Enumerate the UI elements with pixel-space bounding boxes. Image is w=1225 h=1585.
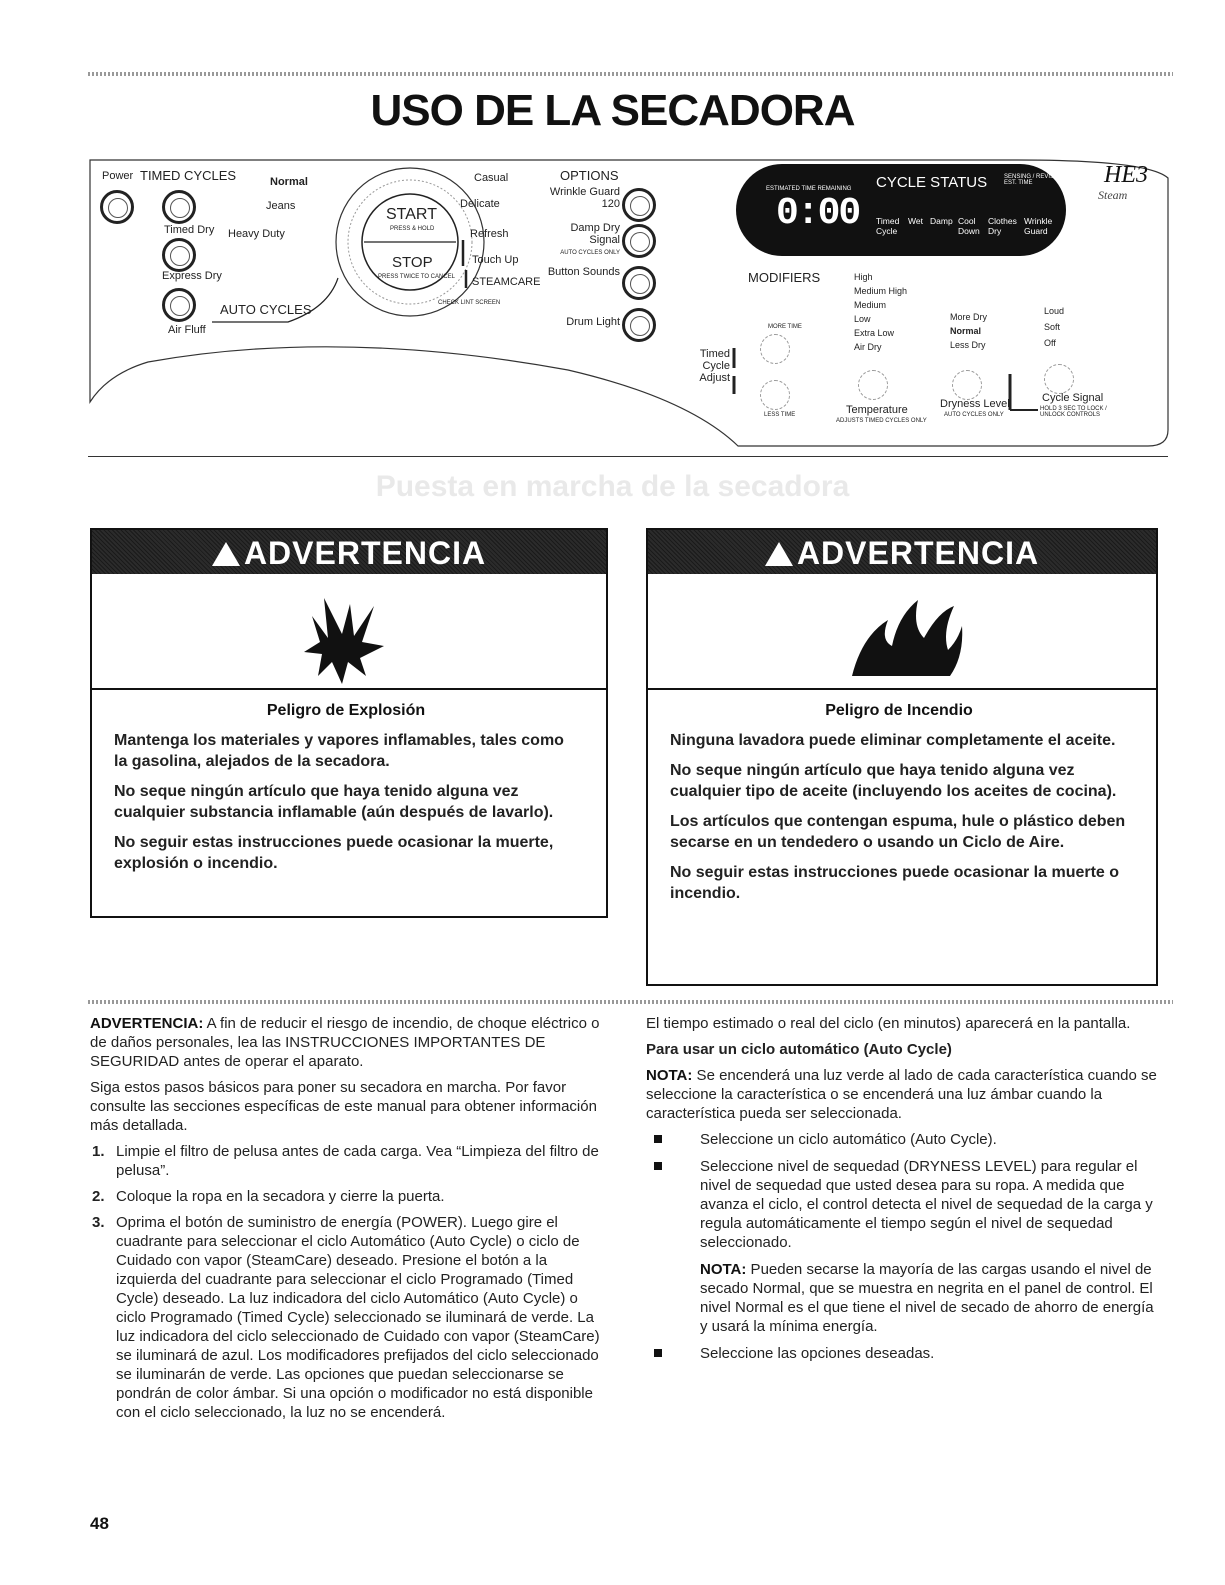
timed-dry-label: Timed Dry bbox=[164, 224, 215, 236]
temp-air-dry: Air Dry bbox=[854, 342, 882, 352]
warning-body bbox=[92, 688, 606, 883]
temperature-sub-label: ADJUSTS TIMED CYCLES ONLY bbox=[836, 418, 927, 424]
dryness-level-button[interactable] bbox=[952, 370, 982, 400]
stop-label[interactable]: STOP bbox=[392, 254, 433, 271]
warning-paragraph: No seguir estas instrucciones puede ocasionar la muerte, explosión o incendio. bbox=[114, 834, 554, 872]
list-item: Seleccione un ciclo automático (Auto Cycle). bbox=[646, 1130, 1158, 1149]
stage-cool-down: Cool Down bbox=[958, 216, 980, 236]
bullet-icon bbox=[654, 1349, 662, 1357]
display-time: 0:00 bbox=[776, 192, 860, 235]
warning-triangle-icon bbox=[212, 542, 240, 566]
cycle-signal-sub-label: HOLD 3 SEC TO LOCK / UNLOCK CONTROLS bbox=[1040, 406, 1107, 418]
warning-triangle-icon bbox=[765, 542, 793, 566]
list-item: Seleccione nivel de sequedad (DRYNESS LEVEL) para regular el nivel de sequedad que usted desea para su ropa. A medida que avanza el ciclo, el control detecta el nivel de sequedad de la carga y regula automáticamente el tiempo según el nivel de sequedad seleccionado. bbox=[646, 1157, 1158, 1252]
stage-wet: Wet bbox=[908, 216, 923, 226]
express-dry-button[interactable] bbox=[162, 238, 196, 272]
stage-clothes-dry: Clothes Dry bbox=[988, 216, 1017, 236]
paragraph: El tiempo estimado o real del ciclo (en minutos) aparecerá en la pantalla. bbox=[646, 1015, 1131, 1032]
start-sub-label: PRESS & HOLD bbox=[390, 226, 435, 232]
drum-light-button[interactable] bbox=[622, 308, 656, 342]
warning-body bbox=[648, 688, 1156, 913]
intro-paragraph: Siga estos pasos básicos para poner su secadora en marcha. Por favor consulte las secciones específicas de este manual para obtener información más detallada. bbox=[90, 1079, 597, 1134]
temp-medium: Medium bbox=[854, 300, 887, 310]
page-number: 48 bbox=[90, 1514, 109, 1533]
air-fluff-label: Air Fluff bbox=[168, 324, 206, 336]
warning-paragraph: No seque ningún artículo que haya tenido alguna vez cualquier tipo de aceite (incluyendo los aceites de cocina). bbox=[670, 762, 1117, 800]
button-sounds-label: Button Sounds bbox=[547, 266, 620, 278]
temperature-button[interactable] bbox=[858, 370, 888, 400]
power-label: Power bbox=[102, 170, 134, 182]
temp-extra-low: Extra Low bbox=[854, 328, 895, 338]
auto-only-label: AUTO CYCLES ONLY bbox=[560, 250, 620, 256]
cycle-signal-label: Cycle Signal bbox=[1042, 392, 1104, 404]
temp-low: Low bbox=[854, 314, 871, 324]
warning-title: Peligro de Explosión bbox=[266, 702, 426, 719]
dial-heavy-duty-label: Heavy Duty bbox=[228, 228, 285, 240]
steamcare-label: STEAMCARE bbox=[472, 276, 541, 288]
dial-casual-label: Casual bbox=[474, 172, 509, 184]
stage-wrinkle-guard: Wrinkle Guard bbox=[1024, 216, 1053, 236]
middle-dotted-rule bbox=[88, 1000, 1173, 1004]
more-time-button[interactable] bbox=[760, 334, 790, 364]
sensing-label: SENSING / REVISING EST. TIME bbox=[1004, 174, 1065, 186]
cycle-display bbox=[736, 164, 1066, 256]
list-item: Seleccione las opciones deseadas. bbox=[646, 1344, 1158, 1363]
check-lint-label: CHECK LINT SCREEN bbox=[438, 300, 501, 306]
estimated-time-label: ESTIMATED TIME REMAINING bbox=[766, 186, 852, 192]
stop-sub-label: PRESS TWICE TO CANCEL bbox=[378, 274, 456, 280]
drum-light-label: Drum Light bbox=[566, 316, 620, 328]
warning-paragraph: Mantenga los materiales y vapores inflamables, tales como la gasolina, alejados de la secadora. bbox=[114, 732, 564, 770]
less-time-button[interactable] bbox=[760, 380, 790, 410]
note-paragraph: NOTA: Pueden secarse la mayoría de las cargas usando el nivel de secado Normal, que se muestra en negrita en el panel de control. El nivel Normal es el que tiene el nivel de secado de ahorro de energía y usará la mínima energía. bbox=[700, 1261, 1154, 1335]
cycle-signal-button[interactable] bbox=[1044, 364, 1074, 394]
page-title: USO DE LA SECADORA bbox=[370, 86, 855, 135]
modifiers-label: MODIFIERS bbox=[748, 270, 821, 285]
top-dotted-rule bbox=[88, 72, 1173, 76]
warning-paragraph: Los artículos que contengan espuma, hule o plástico deben secarse en un tendedero o usando un Ciclo de Aire. bbox=[670, 813, 1126, 851]
more-time-label: MORE TIME bbox=[768, 324, 802, 330]
cycle-status-label: CYCLE STATUS bbox=[876, 174, 988, 191]
warning-paragraph: No seque ningún artículo que haya tenido alguna vez cualquier substancia inflamable (aún después de lavarlo). bbox=[114, 783, 554, 821]
dial-normal-label: Normal bbox=[270, 176, 308, 188]
warning-title: Peligro de Incendio bbox=[825, 702, 973, 719]
dial-delicate-label: Delicate bbox=[460, 198, 500, 210]
fire-warning-box bbox=[646, 528, 1158, 986]
dry-normal: Normal bbox=[950, 326, 982, 336]
warning-paragraph: ADVERTENCIA: A fin de reducir el riesgo de incendio, de choque eléctrico o de daños personales, lea las INSTRUCCIONES IMPORTANTES DE SEGURIDAD antes de operar el aparato. bbox=[90, 1015, 600, 1070]
timed-dry-button[interactable] bbox=[162, 190, 196, 224]
explosion-icon bbox=[92, 576, 606, 688]
less-time-label: LESS TIME bbox=[764, 412, 796, 418]
warning-header: ADVERTENCIA bbox=[92, 530, 606, 574]
start-label[interactable]: START bbox=[386, 206, 437, 223]
damp-dry-label: Damp Dry Signal bbox=[570, 222, 620, 246]
dial-jeans-label: Jeans bbox=[266, 200, 296, 212]
sound-loud: Loud bbox=[1044, 306, 1065, 316]
wrinkle-guard-button[interactable] bbox=[622, 188, 656, 222]
he3-logo: HE3 bbox=[1104, 162, 1148, 188]
warning-header: ADVERTENCIA bbox=[648, 530, 1156, 574]
options-label: OPTIONS bbox=[560, 168, 619, 183]
sound-soft: Soft bbox=[1044, 322, 1061, 332]
damp-dry-button[interactable] bbox=[622, 224, 656, 258]
timed-cycles-label: TIMED CYCLES bbox=[140, 168, 237, 183]
stage-timed-cycle: Timed Cycle bbox=[876, 216, 900, 236]
dial-touch-up-label: Touch Up bbox=[472, 254, 519, 266]
auto-cycles-label: AUTO CYCLES bbox=[220, 302, 312, 317]
button-sounds-button[interactable] bbox=[622, 266, 656, 300]
sound-off: Off bbox=[1044, 338, 1056, 348]
right-column bbox=[646, 1014, 1158, 1371]
dial-refresh-label: Refresh bbox=[470, 228, 509, 240]
warning-paragraph: No seguir estas instrucciones puede ocasionar la muerte o incendio. bbox=[670, 864, 1120, 902]
timed-cycle-adjust-label: Timed Cycle Adjust bbox=[699, 348, 730, 384]
explosion-warning-box bbox=[90, 528, 608, 918]
fire-icon bbox=[648, 576, 1156, 688]
section-rule bbox=[88, 456, 1168, 457]
list-item: 3. Oprima el botón de suministro de energía (POWER). Luego gire el cuadrante para seleccionar el ciclo Automático (Auto Cycle) o ciclo de Cuidado con vapor (SteamCare) deseado. Presione el botón a la izquierda del cuadrante para seleccionar el ciclo Programado (Timed Cycle) deseado. La luz indicadora del ciclo Automático (Auto Cycle) o ciclo Programado (Timed Cycle) seleccionado se iluminará de verde. La luz indicadora del ciclo seleccionado de Cuidado con vapor (SteamCare) se iluminará de azul. Los modificadores prefijados del ciclo seleccionado se iluminarán de verde. Las opciones que puedan seleccionarse se pondrán de color ámbar. Si una opción o modificador no está disponible con el ciclo seleccionado, la luz no se encenderá. bbox=[92, 1214, 600, 1421]
dryness-level-label: Dryness Level bbox=[940, 398, 1010, 410]
section-subtitle: Puesta en marcha de la secadora bbox=[375, 470, 850, 503]
bullet-icon bbox=[654, 1162, 662, 1170]
note-paragraph: NOTA: Se encenderá una luz verde al lado de cada característica cuando se seleccione la característica o se encenderá una luz ámbar cuando la característica pueda ser seleccionada. bbox=[646, 1067, 1157, 1122]
express-dry-label: Express Dry bbox=[162, 270, 222, 282]
left-column bbox=[90, 1014, 608, 1429]
temp-high: High bbox=[854, 272, 873, 282]
stage-damp: Damp bbox=[930, 216, 953, 226]
control-panel-illustration bbox=[88, 158, 1170, 458]
temperature-label: Temperature bbox=[846, 404, 908, 416]
power-button[interactable] bbox=[100, 190, 134, 224]
steam-logo: Steam bbox=[1098, 188, 1128, 202]
wrinkle-guard-label: Wrinkle Guard 120 bbox=[549, 186, 620, 210]
list-item: 2. Coloque la ropa en la secadora y cierre la puerta. bbox=[92, 1188, 445, 1205]
temp-medium-high: Medium High bbox=[854, 286, 908, 296]
warning-paragraph: Ninguna lavadora puede eliminar completamente el aceite. bbox=[670, 732, 1116, 749]
air-fluff-button[interactable] bbox=[162, 288, 196, 322]
auto-cycle-heading: Para usar un ciclo automático (Auto Cycle) bbox=[646, 1041, 952, 1058]
bullet-icon bbox=[654, 1135, 662, 1143]
list-item: 1. Limpie el filtro de pelusa antes de cada carga. Vea “Limpieza del filtro de pelusa”. bbox=[92, 1143, 599, 1179]
dry-less: Less Dry bbox=[950, 340, 986, 350]
dryness-sub-label: AUTO CYCLES ONLY bbox=[944, 412, 1004, 418]
dry-more: More Dry bbox=[950, 312, 988, 322]
